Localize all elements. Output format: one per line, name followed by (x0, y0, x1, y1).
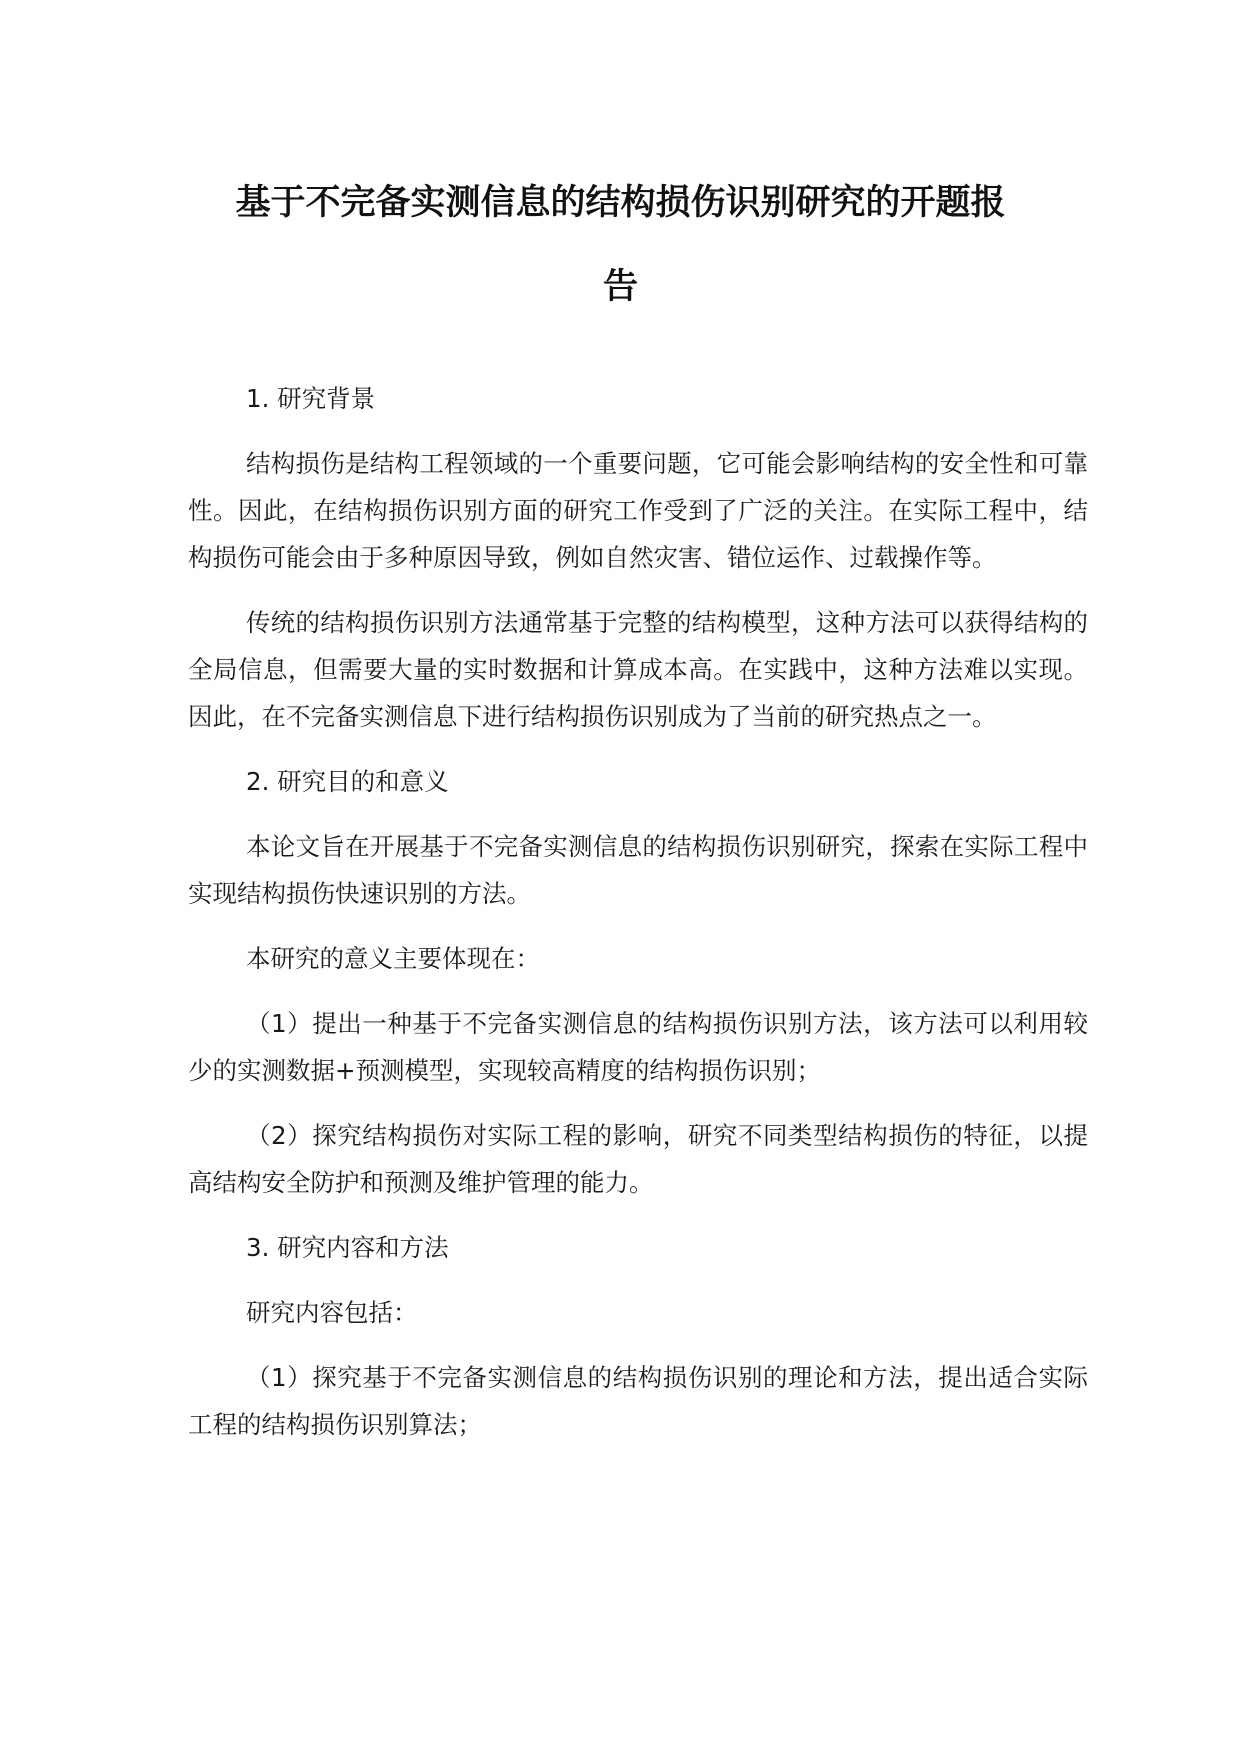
document-title-line-1: 基于不完备实测信息的结构损伤识别研究的开题报 (235, 183, 1006, 223)
paragraph: 研究内容包括： (246, 1298, 418, 1327)
list-item: （2）探究结构损伤对实际工程的影响，研究不同类型结构损伤的特征，以提高结构安全防护和预测及维护管理的能力。 (188, 1121, 1088, 1197)
document-title-line-2: 告 (602, 267, 638, 307)
list-item: （1）提出一种基于不完备实测信息的结构损伤识别方法，该方法可以利用较少的实测数据+预测模型，实现较高精度的结构损伤识别； (188, 1009, 1088, 1085)
section-heading-purpose: 2. 研究目的和意义 (246, 767, 449, 796)
paragraph: 传统的结构损伤识别方法通常基于完整的结构模型，这种方法可以获得结构的全局信息，但需要大量的实时数据和计算成本高。在实践中，这种方法难以实现。因此，在不完备实测信息下进行结构损伤识别成为了当前的研究热点之一。 (188, 608, 1088, 731)
paragraph: 结构损伤是结构工程领域的一个重要问题，它可能会影响结构的安全性和可靠性。因此，在结构损伤识别方面的研究工作受到了广泛的关注。在实际工程中，结构损伤可能会由于多种原因导致，例如自然灾害、错位运作、过载操作等。 (188, 449, 1088, 572)
section-heading-content-method: 3. 研究内容和方法 (246, 1233, 449, 1262)
section-heading-background: 1. 研究背景 (246, 384, 376, 413)
paragraph: 本研究的意义主要体现在： (246, 944, 540, 973)
document-body (188, 375, 1088, 1466)
paragraph: 本论文旨在开展基于不完备实测信息的结构损伤识别研究，探索在实际工程中实现结构损伤快速识别的方法。 (188, 832, 1088, 908)
list-item: （1）探究基于不完备实测信息的结构损伤识别的理论和方法，提出适合实际工程的结构损伤识别算法； (188, 1363, 1088, 1439)
